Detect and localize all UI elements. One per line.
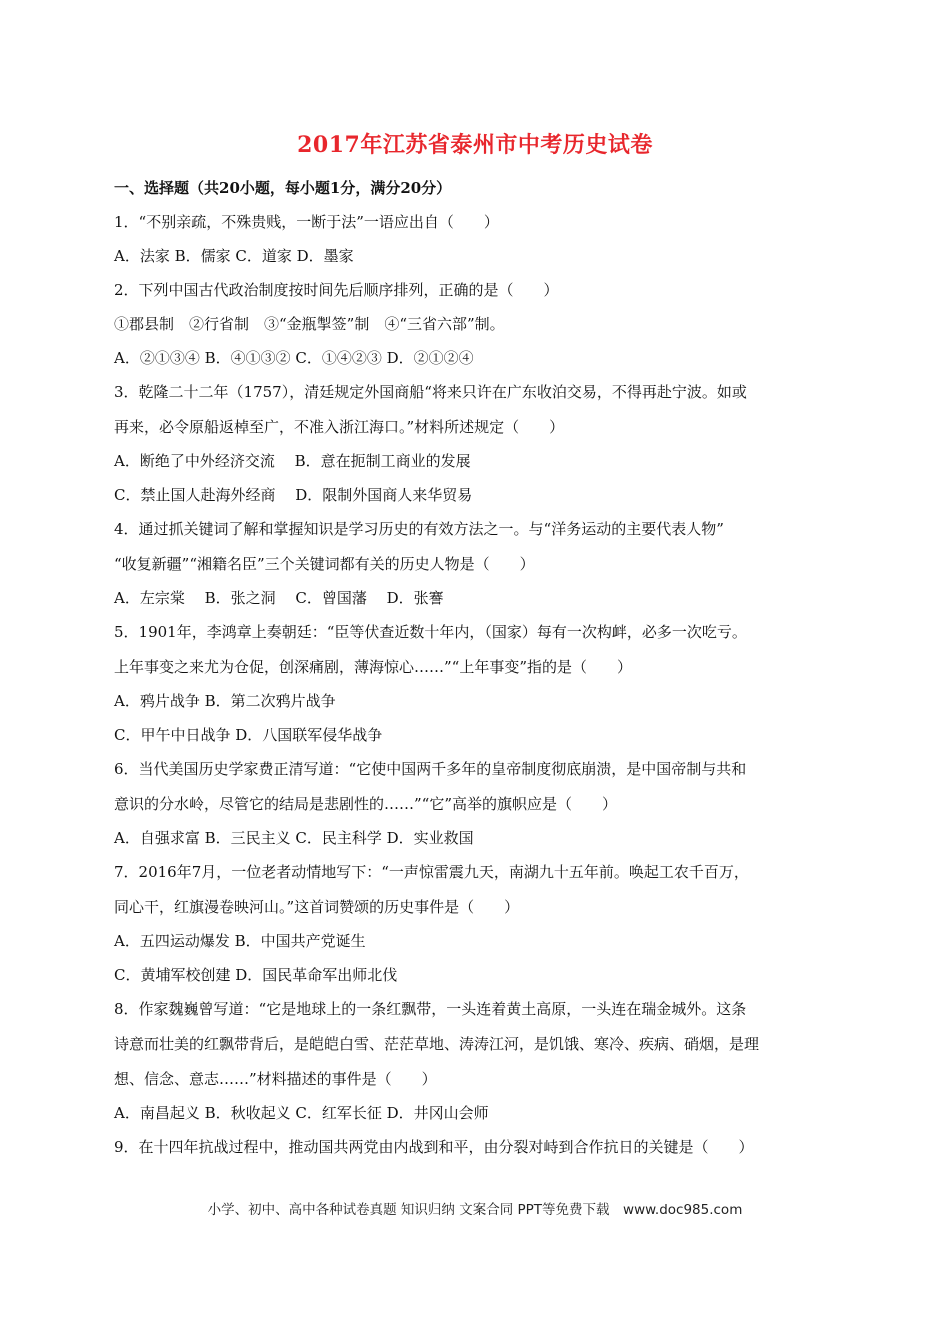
question-3-line-2: 再来，必令原船返棹至广，不准入浙江海口。”材料所述规定（ ） bbox=[114, 418, 565, 436]
question-8-line-3: 想、信念、意志……”材料描述的事件是（ ） bbox=[114, 1070, 437, 1088]
section-header: 一、选择题（共20小题，每小题1分，满分20分） bbox=[114, 179, 452, 197]
page-title: 2017年江苏省泰州市中考历史试卷 bbox=[297, 132, 653, 158]
question-5-line-1: 5．1901年，李鸿章上奏朝廷：“臣等伏查近数十年内，（国家）每有一次构衅，必多一次吃亏。 bbox=[114, 623, 747, 641]
question-9: 9．在十四年抗战过程中，推动国共两党由内战到和平，由分裂对峙到合作抗日的关键是（ ） bbox=[114, 1138, 754, 1156]
question-4-line-1: 4．通过抓关键词了解和掌握知识是学习历史的有效方法之一。与“洋务运动的主要代表人物” bbox=[114, 520, 724, 538]
question-5-options-cd: C．甲午中日战争 D．八国联军侵华战争 bbox=[114, 726, 383, 744]
question-7-options-cd: C．黄埔军校创建 D．国民革命军出师北伐 bbox=[114, 966, 398, 984]
page-footer: 小学、初中、高中各种试卷真题 知识归纳 文案合同 PPT等免费下载 www.doc985.com bbox=[207, 1202, 743, 1218]
question-7-options-ab: A．五四运动爆发 B．中国共产党诞生 bbox=[114, 932, 366, 950]
question-5-line-2: 上年事变之来尤为仓促，创深痛剧，薄海惊心……”“上年事变”指的是（ ） bbox=[114, 658, 633, 676]
question-2: 2．下列中国古代政治制度按时间先后顺序排列，正确的是（ ） bbox=[114, 281, 559, 299]
question-content bbox=[114, 178, 840, 1171]
question-8-options: A．南昌起义 B．秋收起义 C．红军长征 D．井冈山会师 bbox=[114, 1104, 489, 1122]
question-2-items: ①郡县制 ②行省制 ③“金瓶掣签”制 ④“三省六部”制。 bbox=[114, 315, 505, 333]
question-3-options-ab: A．断绝了中外经济交流 B．意在扼制工商业的发展 bbox=[114, 452, 471, 470]
question-6-line-2: 意识的分水岭，尽管它的结局是悲剧性的……”“它”高举的旗帜应是（ ） bbox=[114, 795, 618, 813]
question-8-line-2: 诗意而壮美的红飘带背后，是皑皑白雪、茫茫草地、涛涛江河，是饥饿、寒冷、疾病、硝烟，是理 bbox=[114, 1035, 760, 1053]
question-6-line-1: 6．当代美国历史学家费正清写道：“它使中国两千多年的皇帝制度彻底崩溃，是中国帝制与共和 bbox=[114, 760, 747, 778]
question-7-line-1: 7．2016年7月，一位老者动情地写下：“一声惊雷震九天，南湖九十五年前。唤起工农千百万， bbox=[114, 863, 749, 881]
question-1: 1．“不别亲疏，不殊贵贱，一断于法”一语应出自（ ） bbox=[114, 213, 499, 231]
question-3-options-cd: C．禁止国人赴海外经商 D．限制外国商人来华贸易 bbox=[114, 486, 473, 504]
question-3-line-1: 3．乾隆二十二年（1757），清廷规定外国商船“将来只许在广东收泊交易，不得再赴宁波。如或 bbox=[114, 383, 747, 401]
question-4-options: A．左宗棠 B．张之洞 C．曾国藩 D．张謇 bbox=[114, 589, 444, 607]
question-1-options: A．法家 B．儒家 C．道家 D．墨家 bbox=[114, 247, 354, 265]
question-7-line-2: 同心干，红旗漫卷映河山。”这首词赞颂的历史事件是（ ） bbox=[114, 898, 520, 916]
question-6-options: A．自强求富 B．三民主义 C．民主科学 D．实业救国 bbox=[114, 829, 474, 847]
question-2-options: A．②①③④ B．④①③② C．①④②③ D．②①②④ bbox=[114, 349, 474, 367]
question-4-line-2: “收复新疆”“湘籍名臣”三个关键词都有关的历史人物是（ ） bbox=[114, 555, 535, 573]
question-8-line-1: 8．作家魏巍曾写道：“它是地球上的一条红飘带，一头连着黄土高原，一头连在瑞金城外。这条 bbox=[114, 1000, 747, 1018]
question-5-options-ab: A．鸦片战争 B．第二次鸦片战争 bbox=[114, 692, 336, 710]
